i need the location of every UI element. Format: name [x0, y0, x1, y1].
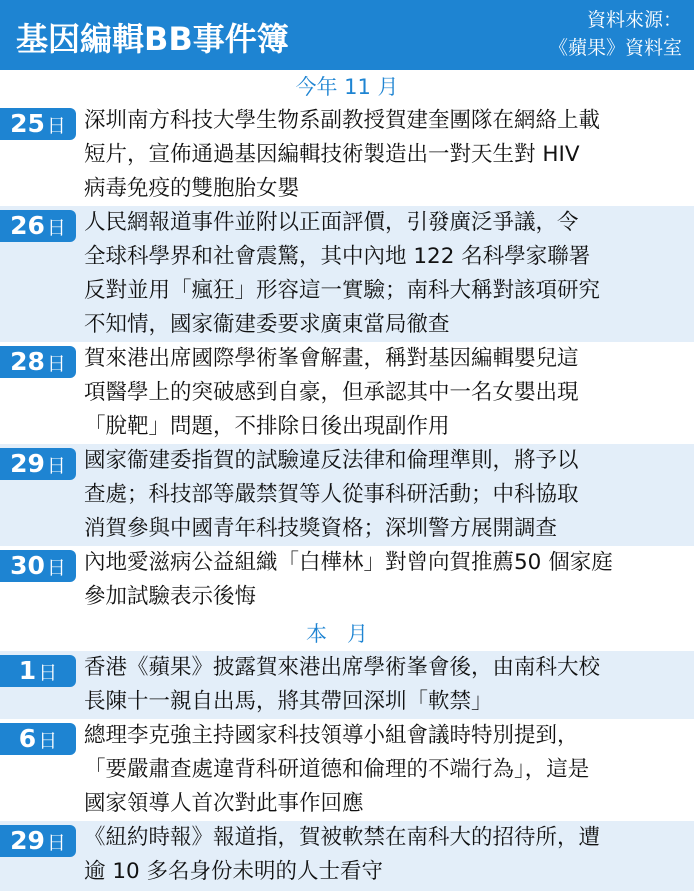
date-unit: 日: [38, 730, 58, 752]
date-unit: 日: [46, 455, 66, 477]
date-day: 29: [10, 826, 45, 855]
date-badge: [0, 346, 76, 378]
timeline-entry: [0, 342, 694, 444]
date-badge: [0, 723, 76, 755]
entry-text: 深圳南方科技大學生物系副教授賀建奎團隊在網絡上載 短片，宣佈通過基因編輯技術製造出一對天生對 HIV 病毒免疫的雙胞胎女嬰: [84, 108, 601, 201]
date-unit: 日: [46, 557, 66, 579]
entry-text: 人民網報道事件並附以正面評價，引發廣泛爭議，令 全球科學界和社會震驚，其中內地 122 名科學家聯署 反對並用「瘋狂」形容這一實驗；南科大稱對該項研究 不知情，國家衞建委要求廣東當局徹查: [84, 210, 601, 337]
source-label: 資料來源：: [586, 9, 682, 31]
date-day: 25: [10, 109, 45, 138]
date-badge: [0, 108, 76, 140]
date-day: 28: [10, 347, 45, 376]
entry-text: 賀來港出席國際學術峯會解畫，稱對基因編輯嬰兒這 項醫學上的突破感到自豪，但承認其中一名女嬰出現 「脫靶」問題，不排除日後出現副作用: [84, 346, 579, 439]
timeline-entry: [0, 651, 694, 719]
entry-text: 國家衞建委指賀的試驗違反法律和倫理準則，將予以 查處；科技部等嚴禁賀等人從事科研活動；中科協取 消賀參與中國青年科技獎資格；深圳警方展開調查: [84, 448, 579, 541]
entry-text: 《紐約時報》報道指，賀被軟禁在南科大的招待所，遭 逾 10 多名身份未明的人士看守: [84, 825, 601, 884]
timeline-entry: [0, 104, 694, 206]
date-day: 1: [18, 656, 37, 685]
timeline-entry: [0, 546, 694, 617]
date-badge: [0, 655, 76, 687]
page-title: 基因編輯BB事件簿: [16, 20, 289, 58]
month-heading-this-month: 本月: [0, 617, 694, 651]
header-banner: [0, 0, 694, 70]
date-unit: 日: [46, 217, 66, 239]
timeline-entry: [0, 444, 694, 546]
timeline-entry: [0, 719, 694, 821]
date-badge: [0, 448, 76, 480]
source-name: 《蘋果》資料室: [548, 37, 682, 59]
date-day: 6: [18, 724, 37, 753]
date-unit: 日: [38, 662, 58, 684]
date-day: 26: [10, 211, 45, 240]
timeline-entry: [0, 821, 694, 891]
entry-text: 內地愛滋病公益組織「白樺林」對曾向賀推薦50 個家庭 參加試驗表示後悔: [84, 550, 613, 609]
date-badge: [0, 825, 76, 857]
date-day: 29: [10, 449, 45, 478]
timeline-entry: [0, 206, 694, 342]
date-unit: 日: [46, 832, 66, 854]
date-unit: 日: [46, 115, 66, 137]
date-day: 30: [10, 551, 45, 580]
entry-text: 香港《蘋果》披露賀來港出席學術峯會後，由南科大校 長陳十一親自出馬，將其帶回深圳「軟禁」: [84, 655, 601, 714]
source-credit: [549, 6, 682, 62]
entry-text: 總理李克強主持國家科技領導小組會議時特別提到， 「要嚴肅查處違背科研道德和倫理的不端行為」，這是 國家領導人首次對此事作回應: [84, 723, 590, 816]
date-badge: [0, 210, 76, 242]
date-badge: [0, 550, 76, 582]
month-heading-this-year-nov: 今年 11 月: [0, 70, 694, 104]
date-unit: 日: [46, 353, 66, 375]
